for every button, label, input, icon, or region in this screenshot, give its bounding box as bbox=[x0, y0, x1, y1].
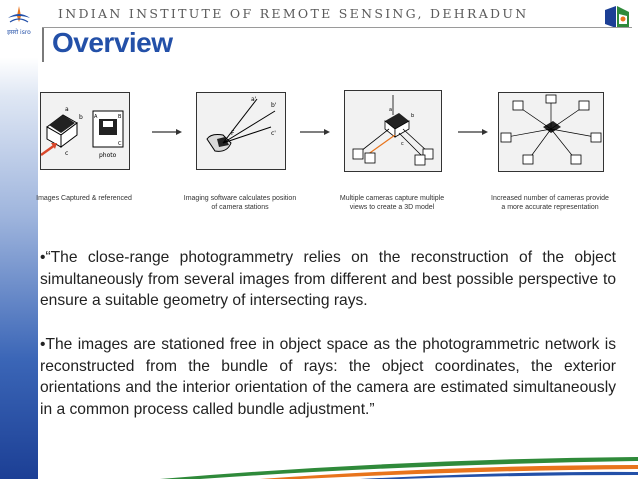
panel3-label-c: c bbox=[401, 141, 404, 147]
figure-panel-more-cameras bbox=[498, 92, 604, 172]
panel1-label-A: A bbox=[94, 114, 98, 120]
panel3-label-a: a bbox=[389, 107, 393, 113]
panel1-label-c: c bbox=[65, 150, 69, 157]
isro-logo-text: इसरो isro bbox=[7, 29, 31, 36]
panel3-label-b: b bbox=[411, 113, 415, 119]
arrow-right-icon bbox=[300, 128, 330, 136]
arrow-right-icon bbox=[152, 128, 182, 136]
figure-panel-multiple-cameras bbox=[344, 90, 442, 172]
panel2-label-c: c' bbox=[271, 130, 276, 137]
page-title: Overview bbox=[52, 27, 173, 58]
figure-panel-capture bbox=[40, 92, 130, 170]
panel1-label-b: b bbox=[79, 114, 83, 121]
panel2-label-F: F bbox=[231, 130, 235, 137]
panel2-label-b: b' bbox=[271, 102, 277, 109]
figure-panel-camera-position bbox=[196, 92, 286, 170]
caption-panel-4: Increased number of cameras provide a more accurate representation bbox=[491, 195, 609, 211]
caption-panel-3: Multiple cameras capture multiple views to create a 3D model bbox=[339, 195, 445, 211]
panel1-label-B: B bbox=[118, 114, 122, 120]
caption-panel-1: Images Captured & referenced bbox=[36, 195, 132, 202]
left-gradient-bar bbox=[0, 0, 38, 479]
footer-swoosh-decoration bbox=[0, 439, 638, 479]
caption-panel-2: Imaging software calculates position of camera stations bbox=[183, 195, 297, 211]
institute-name: INDIAN INSTITUTE OF REMOTE SENSING, DEHRADUN bbox=[58, 6, 529, 21]
arrow-right-icon bbox=[458, 128, 488, 136]
title-accent-line bbox=[42, 28, 44, 62]
panel2-label-a: a' bbox=[251, 96, 257, 103]
isro-logo-icon bbox=[2, 4, 36, 36]
panel1-label-a: a bbox=[65, 106, 69, 113]
panel1-photo-label: photo bbox=[99, 152, 117, 159]
panel1-label-C: C bbox=[118, 141, 122, 147]
paragraph-close-range: •“The close-range photogrammetry relies on the reconstruction of the object simultaneously from several images from different and best possible perspective to ensure a suitable geometry of intersecting rays. bbox=[40, 249, 616, 309]
paragraph-bundle-adjustment: •The images are stationed free in object space as the photogrammetric network is reconstructed from the bundle of rays: the object coordinates, the exterior orientations and the interior orientation of the camera are estimated simultaneously in a common process called bundle adjustment.” bbox=[40, 336, 616, 418]
